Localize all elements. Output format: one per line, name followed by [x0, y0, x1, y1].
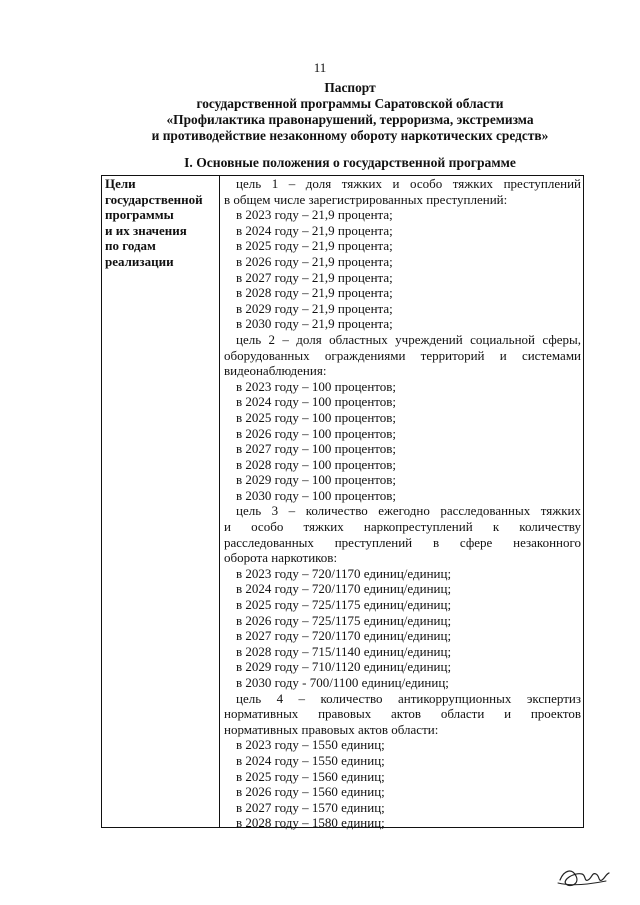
- section-heading: I. Основные положения о государственной программе: [184, 155, 516, 170]
- goal-3-value: в 2026 году – 725/1175 единиц/единиц;: [236, 612, 452, 628]
- goals-label-cell: [102, 176, 220, 827]
- goal-3-intro-cont: и особо тяжких наркопреступлений к количеству: [224, 519, 581, 535]
- goal-1-value: в 2026 году – 21,9 процента;: [236, 253, 393, 269]
- goal-4-value: в 2028 году – 1580 единиц;: [236, 815, 385, 831]
- goal-1-value: в 2028 году – 21,9 процента;: [236, 285, 393, 301]
- goal-2-value: в 2025 году – 100 процентов;: [236, 409, 397, 425]
- goals-label-line: программы: [105, 207, 174, 223]
- goal-4-intro-cont: нормативных правовых актов области:: [224, 721, 439, 737]
- goal-1-value: в 2024 году – 21,9 процента;: [236, 222, 393, 238]
- goal-2-value: в 2026 году – 100 процентов;: [236, 425, 397, 441]
- goal-1-intro-cont: в общем числе зарегистрированных преступлений:: [224, 191, 508, 207]
- goal-3-value: в 2027 году – 720/1170 единиц/единиц;: [236, 628, 452, 644]
- goal-3-value: в 2030 году - 700/1100 единиц/единиц;: [236, 675, 449, 690]
- signature-icon: [556, 864, 612, 890]
- goal-1-value: в 2025 году – 21,9 процента;: [236, 238, 393, 254]
- goal-2-intro-cont: оборудованных ограждениями территорий и системами: [224, 347, 581, 363]
- goal-3-value: в 2029 году – 710/1120 единиц/единиц;: [236, 659, 452, 675]
- goals-label-line: и их значения: [105, 222, 187, 238]
- goal-2-intro: цель 2 – доля областных учреждений социальной сферы,: [236, 331, 581, 347]
- goal-4-value: в 2025 году – 1560 единиц;: [236, 768, 385, 784]
- goal-3-value: в 2025 году – 725/1175 единиц/единиц;: [236, 597, 452, 613]
- title-line-3: «Профилактика правонарушений, терроризма, экстремизма: [166, 112, 534, 127]
- title-line-2: государственной программы Саратовской области: [196, 96, 504, 111]
- goal-1-value: в 2027 году – 21,9 процента;: [236, 269, 393, 285]
- goal-3-intro: цель 3 – количество ежегодно расследованных тяжких: [236, 503, 581, 519]
- goal-2-value: в 2024 году – 100 процентов;: [236, 394, 397, 410]
- goals-label-line: Цели: [105, 176, 136, 191]
- goal-4-value: в 2023 году – 1550 единиц;: [236, 737, 385, 753]
- goals-label-line: по годам: [105, 238, 156, 254]
- title-line-4: и противодействие незаконному обороту наркотических средств»: [151, 128, 549, 143]
- goal-4-value: в 2027 году – 1570 единиц;: [236, 799, 385, 815]
- goal-2-value: в 2023 году – 100 процентов;: [236, 378, 397, 394]
- goals-label-line: реализации: [105, 253, 174, 269]
- goal-1-value: в 2029 году – 21,9 процента;: [236, 300, 393, 316]
- goal-1-intro: цель 1 – доля тяжких и особо тяжких преступлений: [236, 176, 581, 191]
- document-title: [60, 80, 640, 144]
- page-number: 11: [313, 60, 327, 75]
- goal-3-value: в 2024 году – 720/1170 единиц/единиц;: [236, 581, 452, 597]
- goal-2-intro-cont: видеонаблюдения:: [224, 363, 327, 379]
- goal-4-intro: цель 4 – количество антикоррупционных экспертиз: [236, 690, 581, 706]
- goal-2-value: в 2030 году – 100 процентов;: [236, 487, 397, 503]
- goals-label-line: государственной: [105, 191, 203, 207]
- goal-3-value: в 2028 году – 715/1140 единиц/единиц;: [236, 643, 452, 659]
- goal-3-value: в 2023 году – 720/1170 единиц/единиц;: [236, 565, 452, 581]
- goal-3-intro-cont: оборота наркотиков:: [224, 550, 338, 566]
- goal-4-value: в 2024 году – 1550 единиц;: [236, 752, 385, 768]
- goal-4-intro-cont: нормативных правовых актов области и проектов: [224, 706, 581, 722]
- goal-2-value: в 2027 году – 100 процентов;: [236, 441, 397, 457]
- passport-table: [101, 175, 584, 831]
- goal-3-intro-cont: расследованных преступлений в сфере незаконного: [224, 534, 581, 550]
- goal-1-value: в 2023 году – 21,9 процента;: [236, 207, 393, 223]
- goal-2-value: в 2028 году – 100 процентов;: [236, 456, 397, 472]
- goal-2-value: в 2029 году – 100 процентов;: [236, 472, 397, 488]
- title-line-1: Паспорт: [324, 80, 376, 95]
- goals-values-cell: [220, 176, 583, 831]
- goal-4-value: в 2026 году – 1560 единиц;: [236, 784, 385, 800]
- goal-1-value: в 2030 году – 21,9 процента;: [236, 316, 393, 332]
